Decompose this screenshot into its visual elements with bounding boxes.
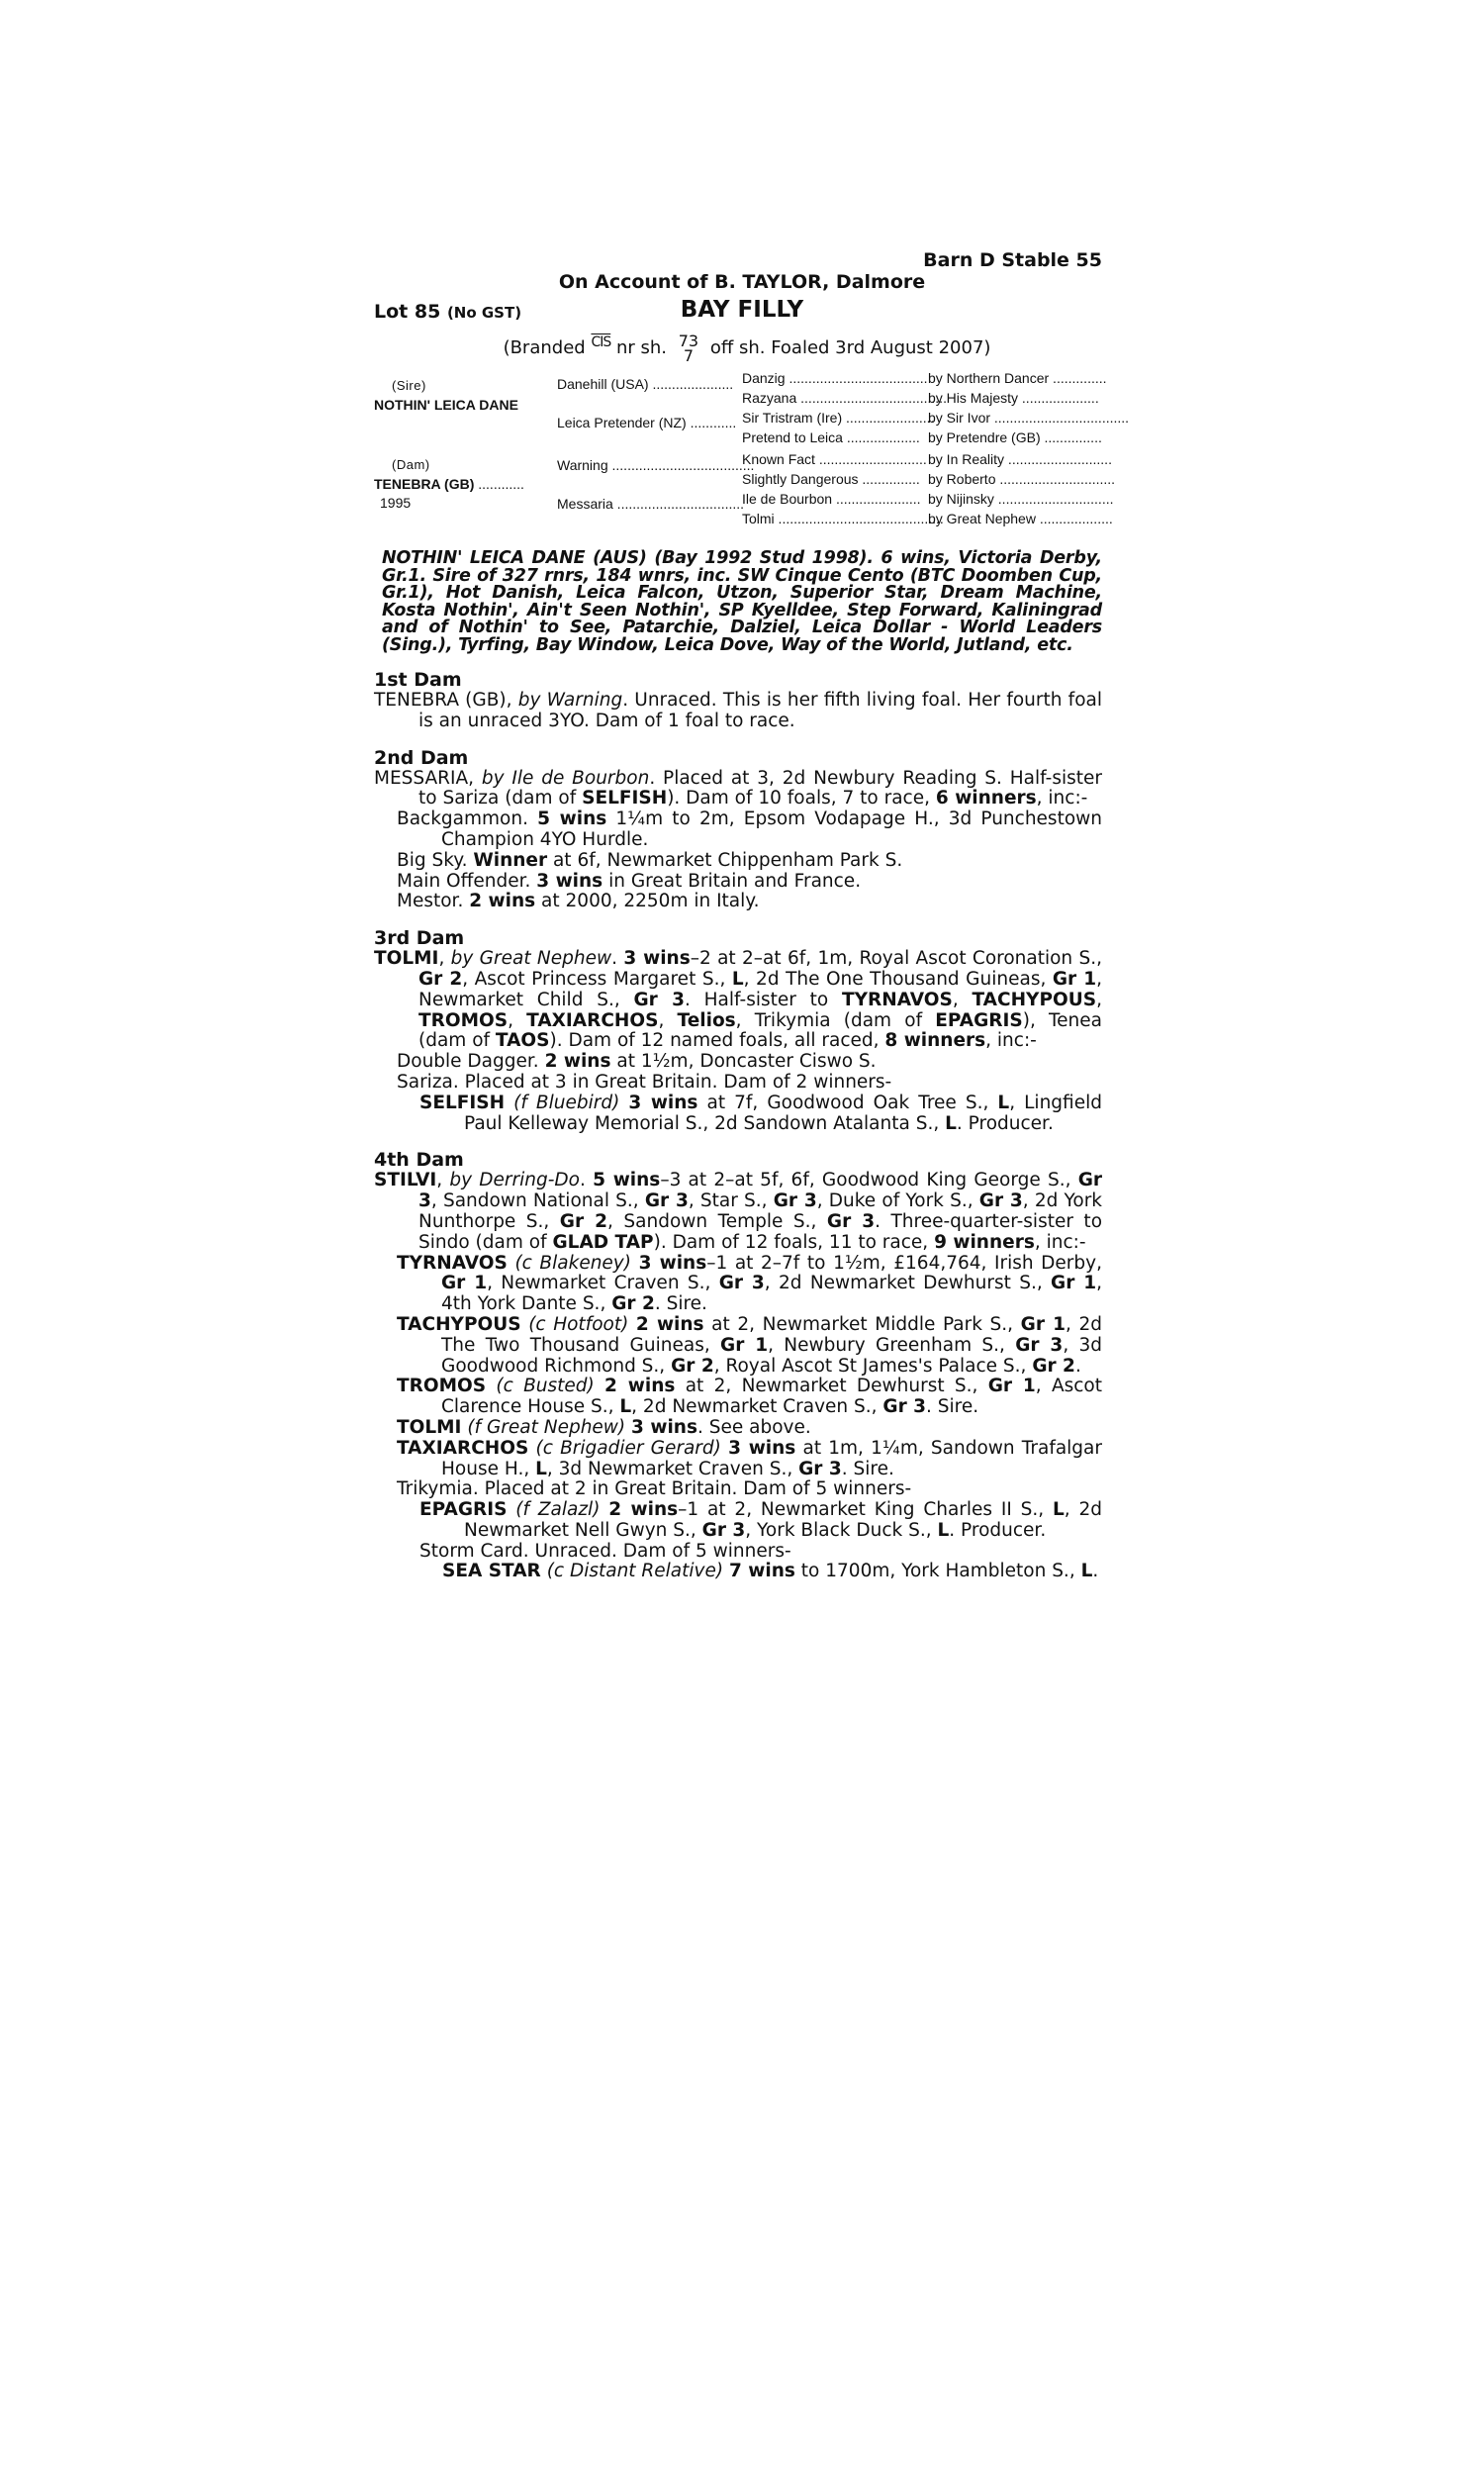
g4-5: by Roberto .............................. [928,471,1116,487]
dam-label: (Dam) [392,457,430,472]
g4-6: by Nijinsky .............................. [928,491,1114,507]
fourth-dam-section [374,1171,1102,1582]
sire-summary: NOTHIN' LEICA DANE (AUS) (Bay 1992 Stud 1998). 6 wins, Victoria Derby, Gr.1. Sire of 327 rnrs, 184 wnrs, inc. SW Cinque Cento (BTC Doomben Cup, Gr.1), Hot Danish, Leica Falcon, Utzon, Superior Star, Dream Machine, Kosta Nothin', Ain't Seen Nothin', SP Kyelldee, Step Forward, Kaliningrad and of Nothin' to See, Patarchie, Dalziel, Leica Dollar - World Leaders (Sing.), Tyrfing, Bay Window, Leica Dove, Way of the World, Jutland, etc. [382,548,1102,655]
mestor-entry: Mestor. 2 wins at 2000, 2250m in Italy. [397,891,760,912]
tyrnavos-entry: TYRNAVOS (c Blakeney) 3 wins–1 at 2–7f to 1½m, £164,764, Irish Derby, Gr 1, Newmarket Craven S., Gr 3, 2d Newmarket Dewhurst S., Gr 1, 4th York Dante S., Gr 2. Sire. [397,1252,1103,1315]
main-offender-entry: Main Offender. 3 wins in Great Britain and France. [397,870,862,892]
tolmi-repeat-entry: TOLMI (f Great Nephew) 3 wins. See above. [397,1416,811,1438]
lot-line [374,297,1102,325]
dam-sire: Warning ..................................... [557,457,755,473]
g3-0: Danzig .................................... [742,370,928,386]
fourth-dam-heading: 4th Dam [374,1149,464,1172]
catalogue-page [374,249,1130,1582]
brand-mark: CIS [591,334,611,350]
sire-sire: Danehill (USA) ..................... [557,376,734,392]
sire-name: NOTHIN' LEICA DANE [374,397,518,413]
taxiarchos-entry: TAXIARCHOS (c Brigadier Gerard) 3 wins at 1m, 1¼m, Sandown Trafalgar House H., L, 3d Newmarket Craven S., Gr 3. Sire. [397,1437,1102,1479]
dam-name: TENEBRA (GB) ............ [374,476,524,492]
g3-7: Tolmi ........................................... [742,511,944,526]
first-dam-heading: 1st Dam [374,669,462,691]
dam-dam: Messaria ................................. [557,496,745,512]
g4-2: by Sir Ivor ................................... [928,410,1130,426]
tenebra-entry: TENEBRA (GB), by Warning. Unraced. This is her fifth living foal. Her fourth foal is an unraced 3YO. Dam of 1 foal to race. [374,690,1102,731]
sire-dam: Leica Pretender (NZ) ............ [557,415,737,430]
backgammon-entry: Backgammon. 5 wins 1¼m to 2m, Epsom Vodapage H., 3d Punchestown Champion 4YO Hurdle. [397,809,1102,850]
third-dam-heading: 3rd Dam [374,927,465,950]
sariza-entry: Sariza. Placed at 3 in Great Britain. Dam of 2 winners- [397,1071,892,1093]
g4-3: by Pretendre (GB) ............... [928,429,1102,445]
g3-6: Ile de Bourbon ...................... [742,491,921,507]
vendor-account: On Account of B. TAYLOR, Dalmore [558,271,926,293]
brand-fraction: 73 7 [678,332,699,365]
second-dam-heading: 2nd Dam [374,746,469,769]
epagris-entry: EPAGRIS (f Zalazl) 2 wins–1 at 2, Newmarket King Charles II S., L, 2d Newmarket Nell Gwyn S., Gr 3, York Black Duck S., L. Producer. [419,1499,1103,1541]
g3-2: Sir Tristram (Ire) ....................... [742,410,935,426]
tachypous-entry: TACHYPOUS (c Hotfoot) 2 wins at 2, Newmarket Middle Park S., Gr 1, 2d The Two Thousand Guineas, Gr 1, Newbury Greenham S., Gr 3, 3d Goodwood Richmond S., Gr 2, Royal Ascot St James's Palace S., Gr 2. [397,1313,1103,1377]
brand-line: (Branded $^{\overline{CIS}}$ nr sh. 73 7 off sh. Foaled 3rd August 2007) [503,332,991,365]
g3-3: Pretend to Leica ................... [742,429,920,445]
tolmi-entry: TOLMI, by Great Nephew. 3 wins–2 at 2–at 6f, 1m, Royal Ascot Coronation S., Gr 2, Ascot Princess Margaret S., L, 2d The One Thousand Guineas, Gr 1, Newmarket Child S., Gr 3. Half-sister to TYRNAVOS, TACHYPOUS, TROMOS, TAXIARCHOS, Telios, Trikymia (dam of EPAGRIS), Tenea (dam of TAOS). Dam of 12 named foals, all raced, 8 winners, inc:- [374,948,1103,1052]
gst-note: (No GST) [446,304,522,322]
stilvi-entry: STILVI, by Derring-Do. 5 wins–3 at 2–at 5f, 6f, Goodwood King George S., Gr 3, Sandown National S., Gr 3, Star S., Gr 3, Duke of York S., Gr 3, 2d York Nunthorpe S., Gr 2, Sandown Temple S., Gr 3. Three-quarter-sister to Sindo (dam of GLAD TAP). Dam of 12 foals, 11 to race, 9 winners, inc:- [374,1170,1103,1253]
barn-stable: Barn D Stable 55 [923,249,1102,271]
big-sky-entry: Big Sky. Winner at 6f, Newmarket Chippenham Park S. [397,849,903,871]
g3-5: Slightly Dangerous ............... [742,471,920,487]
g4-1: by His Majesty .................... [928,390,1099,406]
g4-0: by Northern Dancer .............. [928,370,1107,386]
lot-number: Lot 85 (No GST) [374,301,522,323]
third-dam-section [374,949,1102,1134]
g4-4: by In Reality ........................... [928,451,1112,467]
sea-star-entry: SEA STAR (c Distant Relative) 7 wins to 1700m, York Hambleton S., L. [442,1561,1099,1582]
second-dam-section [374,769,1102,913]
g3-4: Known Fact ............................ [742,451,927,467]
sire-label: (Sire) [392,378,426,393]
pedigree-table [374,370,1130,536]
tromos-entry: TROMOS (c Busted) 2 wins at 2, Newmarket Dewhurst S., Gr 1, Ascot Clarence House S., L, 2d Newmarket Craven S., Gr 3. Sire. [397,1376,1102,1418]
g3-1: Razyana ...................................... [742,390,947,406]
selfish-entry: SELFISH (f Bluebird) 3 wins at 7f, Goodwood Oak Tree S., L, Lingfield Paul Kelleway Memorial S., 2d Sandown Atalanta S., L. Producer. [419,1092,1102,1134]
trikymia-entry: Trikymia. Placed at 2 in Great Britain. Dam of 5 winners- [397,1478,912,1500]
g4-7: by Great Nephew ................... [928,511,1113,526]
first-dam-section [374,691,1102,732]
storm-card-entry: Storm Card. Unraced. Dam of 5 winners- [419,1540,791,1562]
dam-year: 1995 [380,495,412,511]
double-dagger-entry: Double Dagger. 2 wins at 1½m, Doncaster Ciswo S. [397,1051,877,1073]
horse-description: BAY FILLY [680,297,804,323]
messaria-entry: MESSARIA, by Ile de Bourbon. Placed at 3, 2d Newbury Reading S. Half-sister to Sariza (dam of SELFISH). Dam of 10 foals, 7 to race, 6 winners, inc:- [374,767,1102,809]
